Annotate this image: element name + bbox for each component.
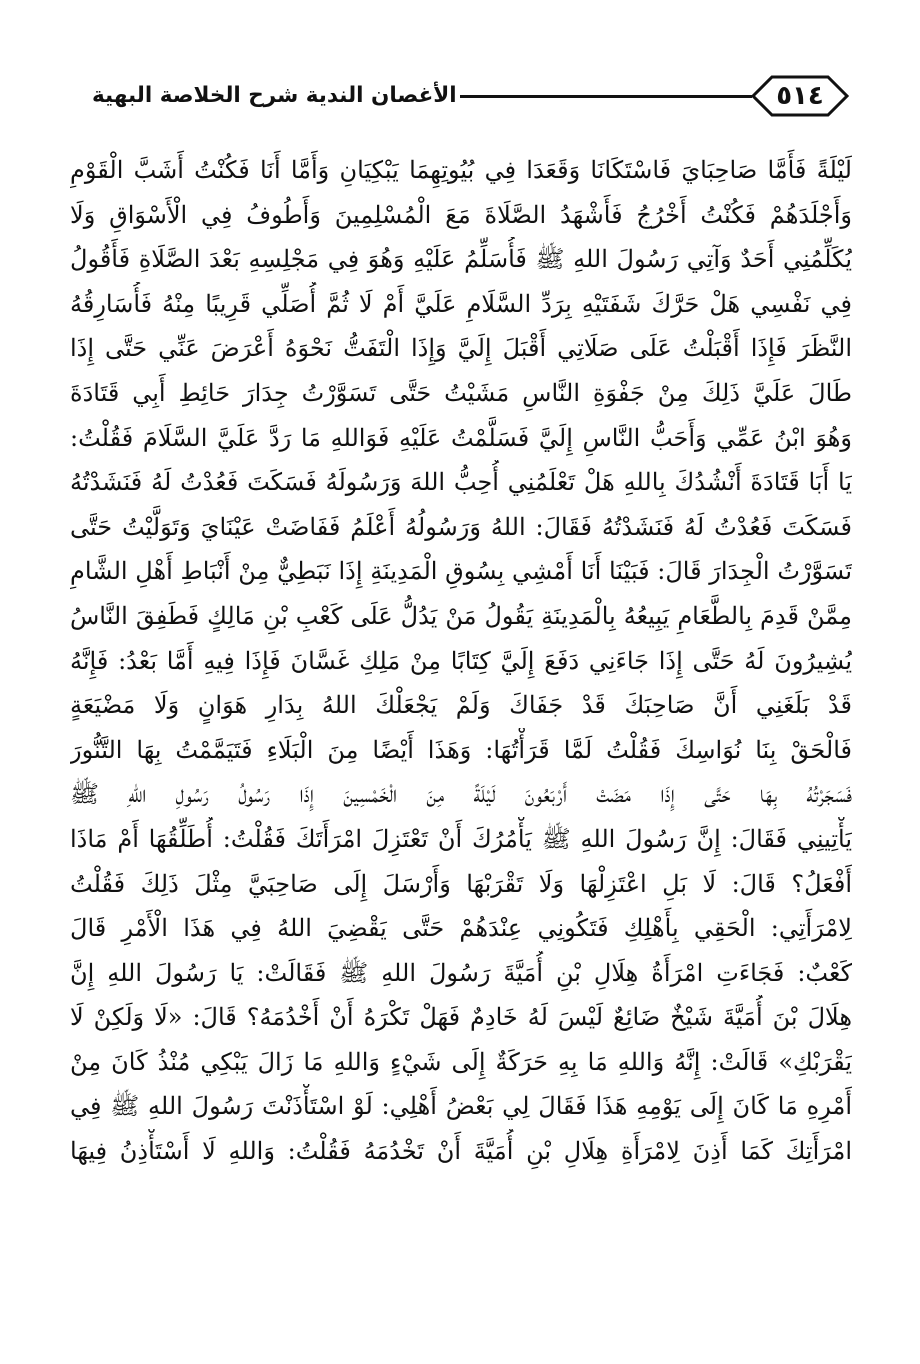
text-line: قَدْ بَلَغَنِي أَنَّ صَاحِبَكَ قَدْ جَفَاكَ وَلَمْ يَجْعَلْكَ اللهُ بِدَارِ هَوَانٍ وَلَا مَضْيَعَةٍ — [70, 691, 852, 720]
page-number: ٥١٤ — [776, 81, 824, 111]
text-line: يَقْرَبْكِ» قَالَتْ: إِنَّهُ وَاللهِ مَا بِهِ حَرَكَةٌ إِلَى شَيْءٍ وَاللهِ مَا زَالَ يَبْكِي مُنْذُ كَانَ مِنْ — [70, 1047, 852, 1076]
text-line: أَفْعَلُ؟ قَالَ: لَا بَلِ اعْتَزِلْهَا وَلَا تَقْرَبْهَا وَأَرْسَلَ إِلَى صَاحِبَيَّ مِثْلَ ذَلِكَ فَقُلْتُ — [70, 869, 852, 898]
text-line: لِامْرَأَتِي: الْحَقِي بِأَهْلِكِ فَتَكُونِي عِنْدَهُمْ حَتَّى يَقْضِيَ اللهُ فِي هَذَا الْأَمْرِ قَالَ — [70, 914, 852, 943]
text-line: تَسَوَّرْتُ الْجِدَارَ قَالَ: فَبَيْنَا أَنَا أَمْشِي بِسُوقِ الْمَدِينَةِ إِذَا نَبَطِيٌّ مِنْ أَنْبَاطِ أَهْلِ الشَّامِ — [70, 557, 852, 586]
text-line: هِلَالَ بْنَ أُمَيَّةَ شَيْخٌ ضَائِعٌ لَيْسَ لَهُ خَادِمٌ فَهَلْ تَكْرَهُ أَنْ أَخْدُمَهُ؟ قَالَ: «لَا وَلَكِنْ لَا — [70, 1003, 852, 1032]
text-line: وَأَجْلَدَهُمْ فَكُنْتُ أَخْرُجُ فَأَشْهَدُ الصَّلَاةَ مَعَ الْمُسْلِمِينَ وَأَطُوفُ فِي الْأَسْوَاقِ وَلَا — [70, 200, 852, 229]
page-number-badge — [750, 74, 850, 118]
text-line: فَسَجَرْتُهُ بِهَا حَتَّى إِذَا مَضَتْ أَرْبَعُونَ لَيْلَةً مِنَ الْخَمْسِينَ إِذَا رَسُولُ رَسُولِ اللهِ ﷺ — [70, 780, 852, 809]
text-line: النَّظَرَ فَإِذَا أَقْبَلْتُ عَلَى صَلَاتِي أَقْبَلَ إِلَيَّ وَإِذَا الْتَفَتُّ نَحْوَهُ أَعْرَضَ عَنِّي حَتَّى إِذَا — [70, 334, 852, 363]
text-line: يَا أَبَا قَتَادَةَ أَنْشُدُكَ بِاللهِ هَلْ تَعْلَمُنِي أُحِبُّ اللهَ وَرَسُولَهُ فَسَكَتَ فَعُدْتُ لَهُ فَنَشَدْتُهُ — [70, 468, 852, 497]
text-line: وَهُوَ ابْنُ عَمِّي وَأَحَبُّ النَّاسِ إِلَيَّ فَسَلَّمْتُ عَلَيْهِ فَوَاللهِ مَا رَدَّ عَلَيَّ السَّلَامَ فَقُلْتُ: — [70, 423, 852, 452]
text-line: امْرَأَتِكَ كَمَا أَذِنَ لِامْرَأَةِ هِلَالِ بْنِ أُمَيَّةَ أَنْ تَخْدُمَهُ فَقُلْتُ: وَاللهِ لَا أَسْتَأْذِنُ فِيهَا — [70, 1137, 852, 1166]
text-line: أَمْرِهِ مَا كَانَ إِلَى يَوْمِهِ هَذَا فَقَالَ لِي بَعْضُ أَهْلِي: لَوْ اسْتَأْذَنْتَ رَسُولَ اللهِ ﷺ فِي — [70, 1092, 852, 1121]
text-line: كَعْبٌ: فَجَاءَتِ امْرَأَةُ هِلَالِ بْنِ أُمَيَّةَ رَسُولَ اللهِ ﷺ فَقَالَتْ: يَا رَسُولَ اللهِ إِنَّ — [70, 958, 852, 987]
page-header — [72, 70, 850, 126]
text-line: لَيْلَةً فَأَمَّا صَاحِبَايَ فَاسْتَكَانَا وَقَعَدَا فِي بُيُوتِهِمَا يَبْكِيَانِ وَأَمَّا أَنَا فَكُنْتُ أَشَبَّ الْقَوْمِ — [70, 156, 852, 184]
body-text — [70, 148, 852, 1174]
text-line: يُكَلِّمُنِي أَحَدٌ وَآتِي رَسُولَ اللهِ ﷺ فَأُسَلِّمُ عَلَيْهِ وَهُوَ فِي مَجْلِسِهِ بَعْدَ الصَّلَاةِ فَأَقُولُ — [70, 245, 852, 274]
header-rule — [460, 95, 752, 98]
text-line: فَسَكَتَ فَعُدْتُ لَهُ فَنَشَدْتُهُ فَقَالَ: اللهُ وَرَسُولُهُ أَعْلَمُ فَفَاضَتْ عَيْنَايَ وَتَوَلَّيْتُ حَتَّى — [70, 512, 852, 541]
text-line: فَالْحَقْ بِنَا نُوَاسِكَ فَقُلْتُ لَمَّا قَرَأْتُهَا: وَهَذَا أَيْضًا مِنَ الْبَلَاءِ فَتَيَمَّمْتُ بِهَا التَّنُّورَ — [70, 735, 852, 764]
text-line: يُشِيرُونَ لَهُ حَتَّى إِذَا جَاءَنِي دَفَعَ إِلَيَّ كِتَابًا مِنْ مَلِكِ غَسَّانَ فَإِذَا فِيهِ أَمَّا بَعْدُ: فَإِنَّهُ — [70, 646, 852, 675]
text-line: فِي نَفْسِي هَلْ حَرَّكَ شَفَتَيْهِ بِرَدِّ السَّلَامِ عَلَيَّ أَمْ لَا ثُمَّ أُصَلِّي قَرِيبًا مِنْهُ فَأُسَارِقُهُ — [70, 289, 852, 318]
text-line: طَالَ عَلَيَّ ذَلِكَ مِنْ جَفْوَةِ النَّاسِ مَشَيْتُ حَتَّى تَسَوَّرْتُ جِدَارَ حَائِطِ أَبِي قَتَادَةَ — [70, 378, 852, 407]
book-title: الأغصان الندية شرح الخلاصة البهية — [92, 83, 457, 108]
text-line: يَأْتِينِي فَقَالَ: إِنَّ رَسُولَ اللهِ ﷺ يَأْمُرُكَ أَنْ تَعْتَزِلَ امْرَأَتَكَ فَقُلْتُ: أُطَلِّقُهَا أَمْ مَاذَا — [70, 824, 852, 853]
text-line: مِمَّنْ قَدِمَ بِالطَّعَامِ يَبِيعُهُ بِالْمَدِينَةِ يَقُولُ مَنْ يَدُلُّ عَلَى كَعْبِ بْنِ مَالِكٍ فَطَفِقَ النَّاسُ — [70, 601, 852, 630]
